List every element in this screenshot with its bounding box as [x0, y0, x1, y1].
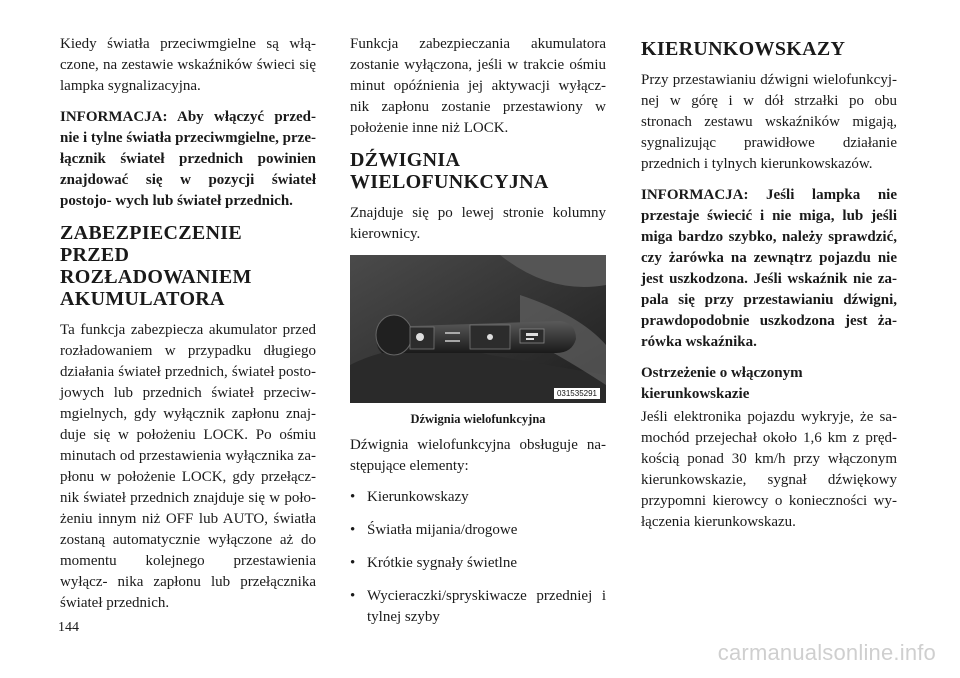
heading-multifunction-lever: DŹWIGNIA WIELOFUNKCYJNA: [350, 149, 549, 193]
paragraph-lever-functions: Dźwignia wielofunkcyjna obsługuje na- stępujące elementy:: [350, 437, 606, 474]
paragraph-battery-saver-cont: Funkcja zabezpieczania akumulatora zostanie wyłączona, jeśli w trakcie ośmiu minut opóźnienia jej aktywacji wyłącz- nik zapłonu zostanie przestawiony w położenie inne niż LOCK.: [350, 36, 606, 136]
list-item: • Wycieraczki/spryskiwacze przedniej i tylnej szyby: [350, 586, 606, 628]
list-item: • Kierunkowskazy: [350, 487, 606, 508]
watermark: carmanualsonline.info: [717, 640, 936, 665]
paragraph-turn-signal-warning: Jeśli elektronika pojazdu wykryje, że sa- mochód przejechał około 1,6 km z pręd- kością ponad 30 km/h przy włączonym kierunkowskazie, sygnał dźwiękowy przypomni kierowcy o konieczności wy- łączenia kierunkowskazu.: [641, 409, 897, 530]
multifunction-lever-photo: [350, 255, 606, 403]
paragraph-lever-location: Znajduje się po lewej stronie kolumny kierownicy.: [350, 205, 606, 242]
paragraph-fog-lights-indicator: Kiedy światła przeciwmgielne są włą- czone, na zestawie wskaźników świeci się lampka sygnalizacyjna.: [60, 36, 316, 94]
heading-battery-saver: ZABEZPIECZENIE PRZED ROZŁADOWANIEM AKUMULATORA: [60, 222, 252, 310]
figure-code: 031535291: [554, 388, 600, 399]
subheading-turn-signal-warning: Ostrzeżenie o włączonym kierunkowskazie: [641, 365, 803, 402]
list-item: • Światła mijania/drogowe: [350, 520, 606, 541]
info-note-fog-lights: INFORMACJA: Aby włączyć przed- nie i tylne światła przeciwmgielne, prze- łącznik świateł przednich powinien znajdować się w pozycji świateł postojo- wych lub świateł przednich.: [60, 109, 316, 209]
column-middle: [350, 34, 606, 640]
lever-illustration: [350, 255, 606, 403]
figure-caption: Dźwignia wielofunkcyjna: [410, 412, 546, 426]
list-item: • Krótkie sygnały świetlne: [350, 553, 606, 574]
lever-functions-list: [350, 487, 606, 628]
info-note-turn-signals: INFORMACJA: Jeśli lampka nie przestaje świecić i nie miga, lub jeśli miga bardzo szybko, należy sprawdzić, czy żarówka na zewnątrz pojazdu nie jest uszkodzona. Jeśli wskaźnik nie za- pala się przy przestawianiu dźwigni, prawdopodobnie uszkodzona jest ża- rówka wskaźnika.: [641, 187, 897, 350]
paragraph-turn-signals: Przy przestawianiu dźwigni wielofunkcyj- nej w górę i w dół strzałki po obu stronach zestawu wskaźników migają, sygnalizując prawidłowe działanie przednich i tylnych kierunkowskazów.: [641, 72, 897, 172]
paragraph-battery-saver: Ta funkcja zabezpiecza akumulator przed rozładowaniem w przypadku długiego działania świateł przednich, świateł posto- jowych lub przednich świateł przeciw- mgielnych, gdy wyłącznik zapłonu znaj- duje się w położeniu LOCK. Po ośmiu minutach od przestawienia wyłącznika za- płonu w położenie LOCK, gdy przełącz- nik świateł przednich znajduje się w poło- żeniu innym niż OFF lub AUTO, światła zostaną automatycznie wyłączone aż do momentu kolejnego przestawienia wyłącz- nika zapłonu lub przełącznika świateł przednich.: [60, 322, 316, 611]
page-number: 144: [58, 620, 79, 635]
column-left: [60, 34, 316, 624]
heading-turn-signals: KIERUNKOWSKAZY: [641, 38, 846, 60]
column-right: [641, 34, 897, 543]
